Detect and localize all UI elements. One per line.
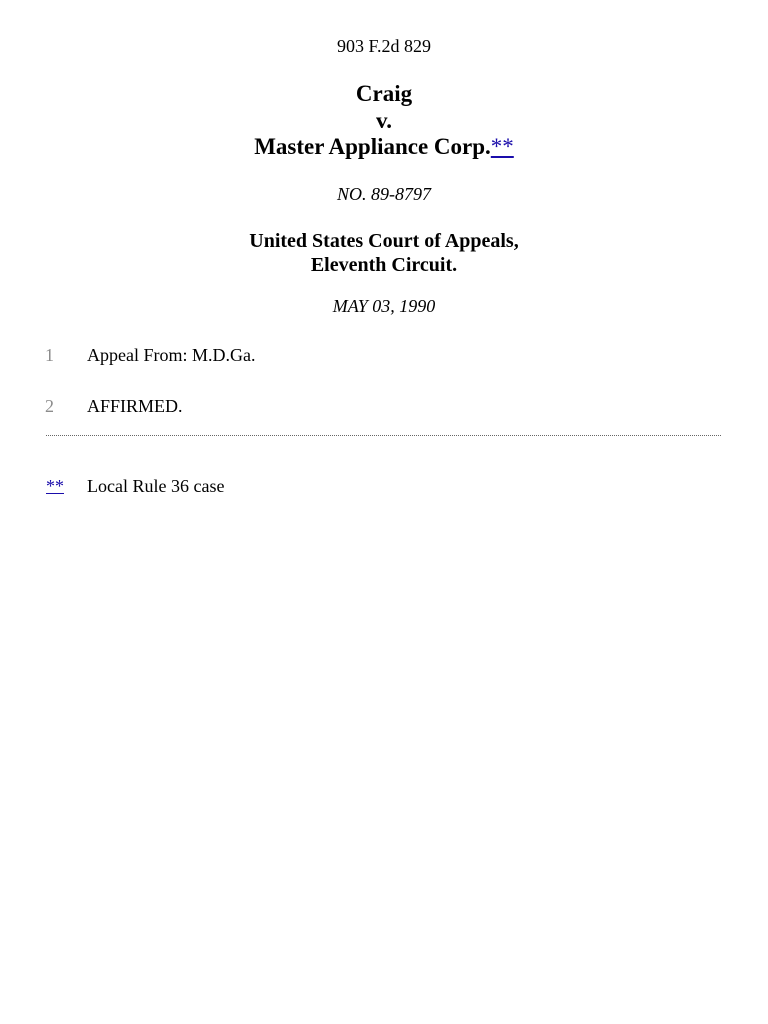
versus-label: v. bbox=[376, 107, 392, 133]
plaintiff-name: Craig bbox=[355, 81, 413, 106]
decision-date: MAY 03, 1990 bbox=[332, 296, 436, 316]
docket-number: NO. 89-8797 bbox=[337, 184, 431, 204]
case-title bbox=[0, 81, 768, 161]
footnote-text: Local Rule 36 case bbox=[87, 476, 225, 496]
court-line-2: Eleventh Circuit. bbox=[310, 254, 458, 276]
paragraph-number: 2 bbox=[45, 396, 54, 416]
footnote-backlink[interactable]: ** bbox=[46, 476, 64, 496]
footnote-ref-link[interactable]: ** bbox=[490, 134, 514, 159]
paragraph-text: Appeal From: M.D.Ga. bbox=[87, 345, 256, 365]
case-citation: 903 F.2d 829 bbox=[336, 36, 432, 56]
defendant-name: Master Appliance Corp. bbox=[254, 134, 491, 159]
footnote-divider bbox=[46, 435, 721, 436]
court-line-1: United States Court of Appeals, bbox=[249, 230, 519, 252]
paragraph-text: AFFIRMED. bbox=[87, 396, 183, 416]
court-name bbox=[0, 229, 768, 277]
paragraph-number: 1 bbox=[45, 345, 54, 365]
defendant-line bbox=[0, 134, 768, 161]
